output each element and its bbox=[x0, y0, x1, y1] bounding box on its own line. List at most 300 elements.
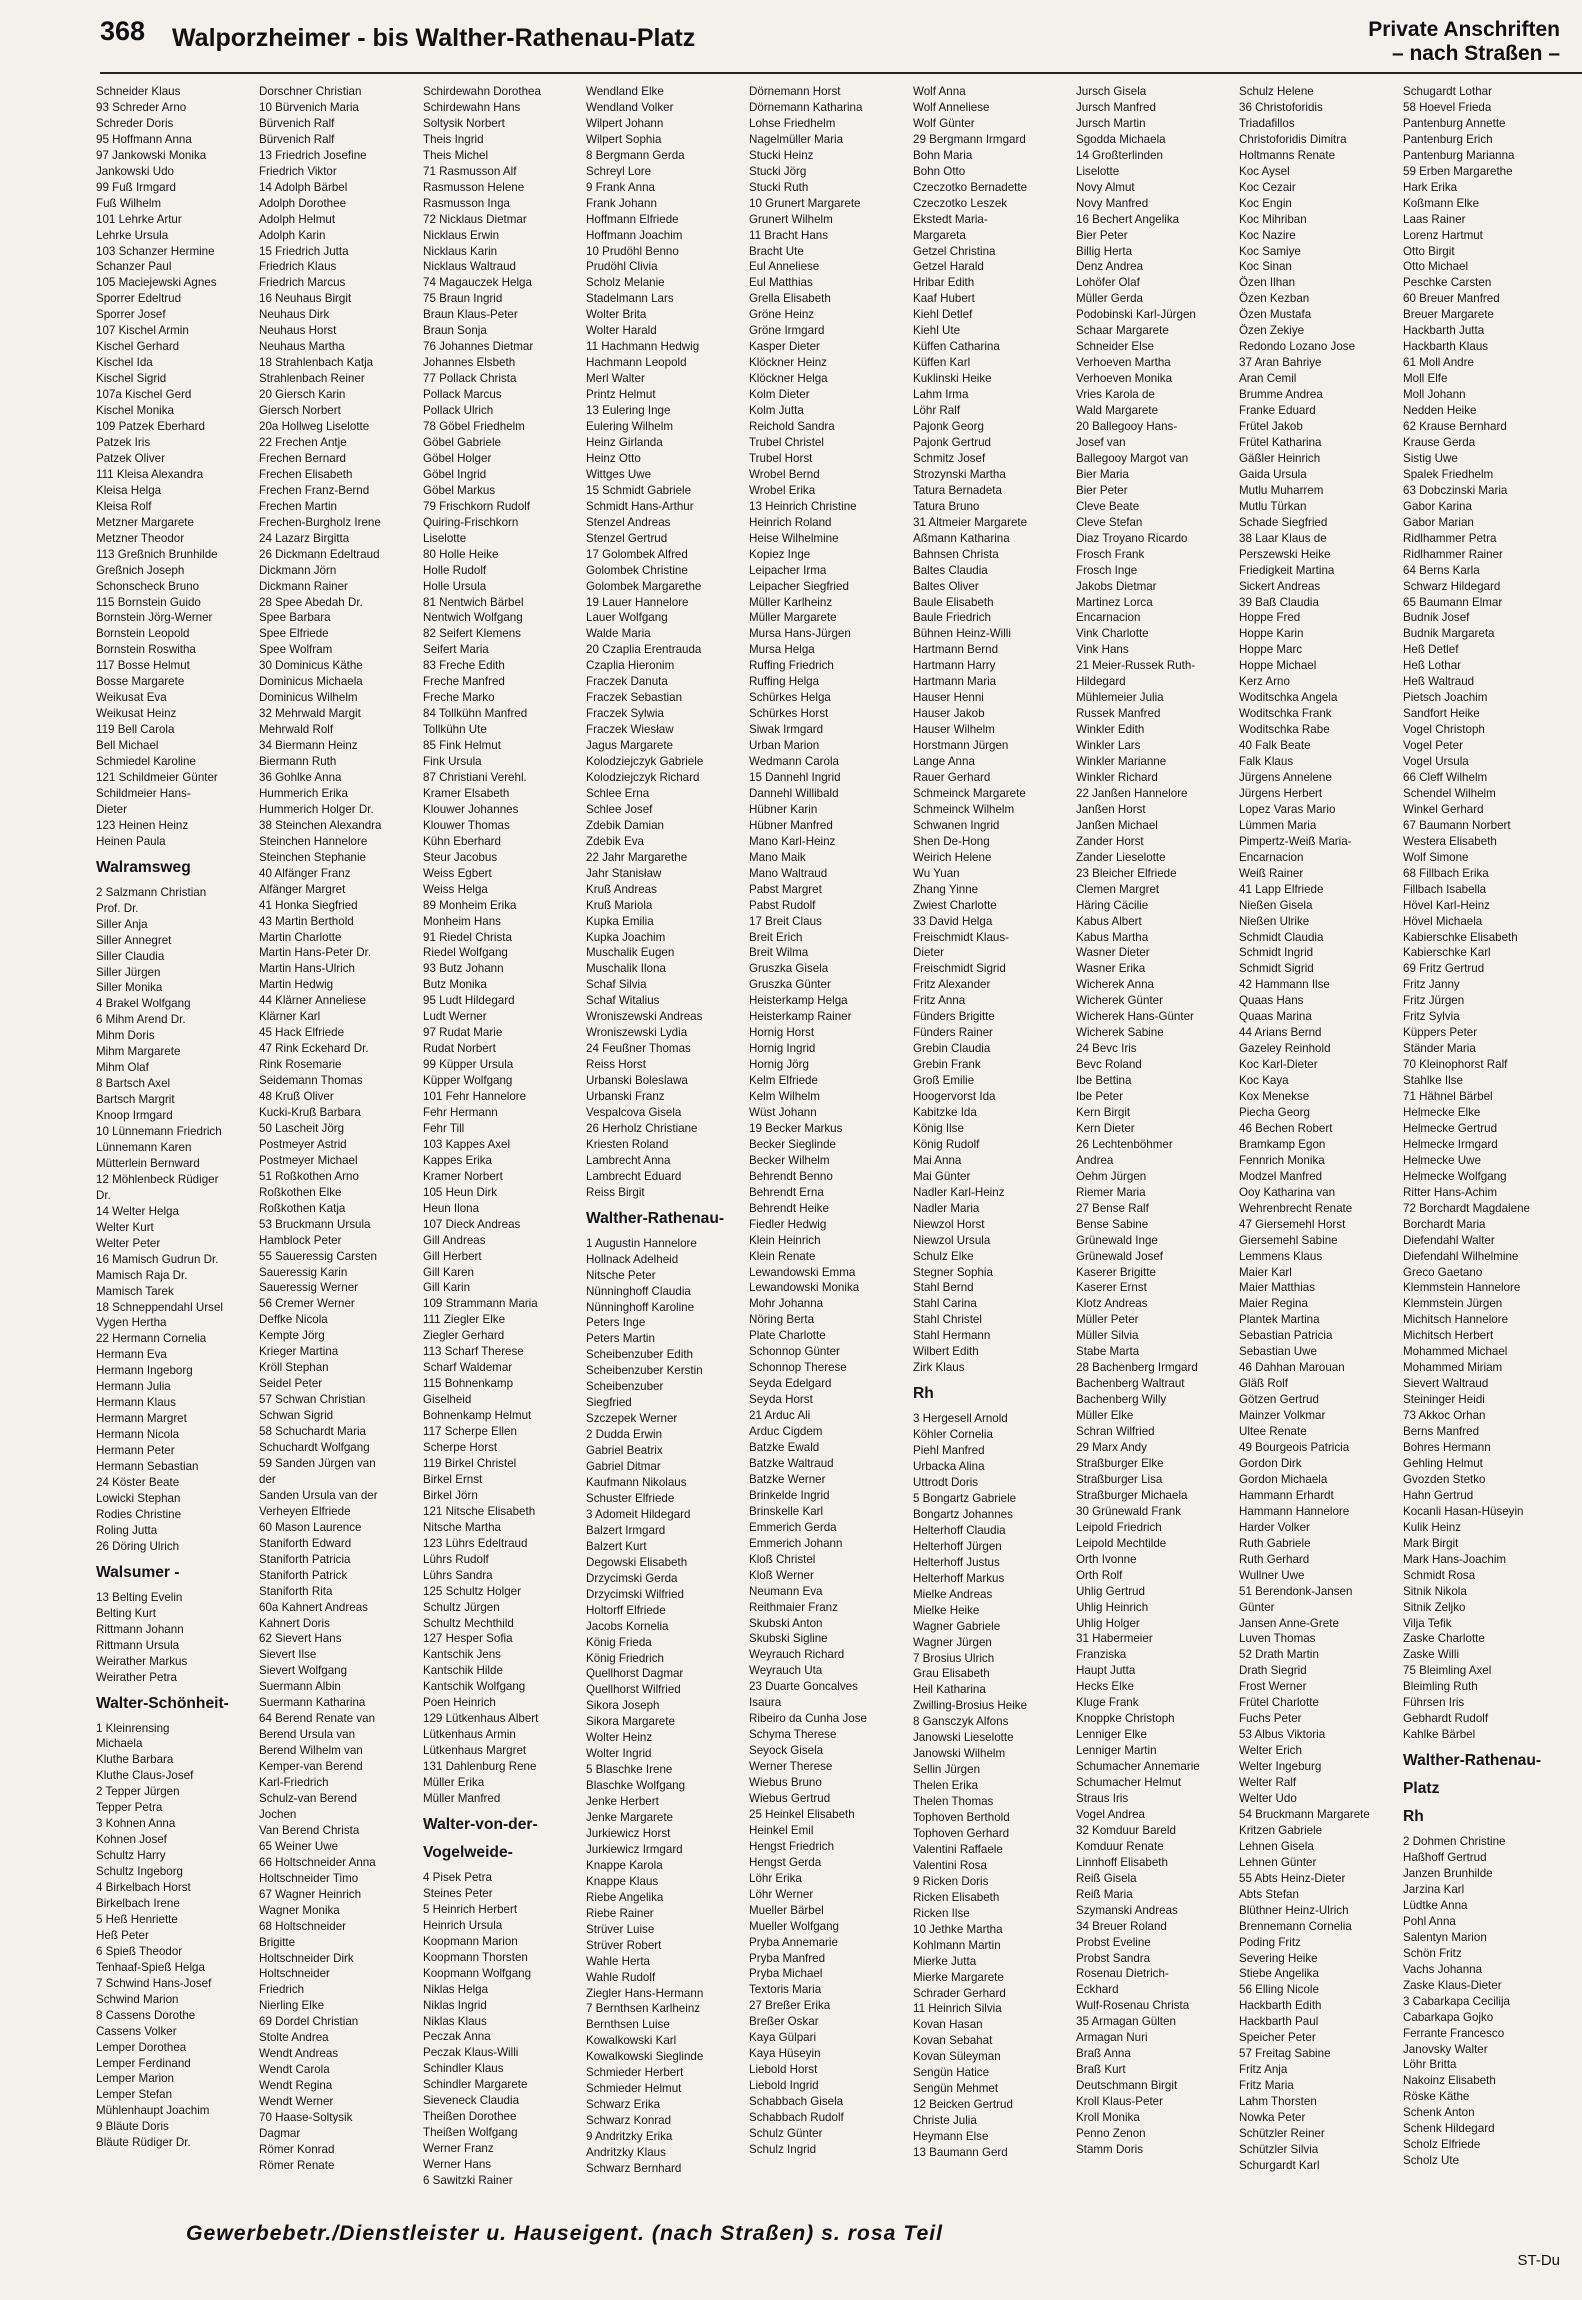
directory-entry: Poen Heinrich bbox=[423, 1696, 496, 1710]
directory-entry: Frechen-Burgholz Irene bbox=[259, 515, 381, 529]
directory-entry: Schmeinck Wilhelm bbox=[913, 802, 1015, 816]
directory-entry: Häring Cäcilie bbox=[1076, 898, 1149, 912]
directory-entry: Kischel Gerhard bbox=[96, 340, 180, 354]
directory-entry: Lopez Varas Mario bbox=[1239, 802, 1336, 816]
directory-entry: Lemper Ferdinand bbox=[96, 2056, 191, 2070]
directory-entry: Emmerich Johann bbox=[749, 1536, 843, 1550]
directory-entry: Ricken Ilse bbox=[913, 1906, 970, 1920]
directory-entry: 82 Seifert Klemens bbox=[423, 627, 521, 641]
directory-entry: Woditschka Frank bbox=[1239, 707, 1332, 721]
directory-entry: Bornstein Jörg-Werner bbox=[96, 611, 213, 625]
directory-entry: 2 Dohmen Christine bbox=[1403, 1835, 1506, 1849]
directory-entry: Valentini Rosa bbox=[913, 1858, 987, 1872]
directory-entry: Wald Margarete bbox=[1076, 404, 1159, 418]
directory-entry: Fraczek Wiesław bbox=[586, 723, 674, 737]
directory-entry: Nadler Maria bbox=[913, 1201, 980, 1215]
directory-entry: Ferrante Francesco bbox=[1403, 2026, 1505, 2040]
directory-entry: Koopmann Wolfgang bbox=[423, 1966, 532, 1980]
directory-entry: Fritz Anja bbox=[1239, 2063, 1288, 2077]
directory-entry: Klöckner Helga bbox=[749, 372, 828, 386]
directory-entry: Schwarz Erika bbox=[586, 2098, 661, 2112]
directory-entry: Otto Michael bbox=[1403, 260, 1469, 274]
directory-entry: Kabitzke Ida bbox=[913, 1106, 977, 1119]
directory-entry: Hübner Manfred bbox=[749, 818, 833, 832]
directory-entry: Sellin Jürgen bbox=[913, 1763, 981, 1777]
directory-entry: Wicherek Günter bbox=[1076, 994, 1163, 1008]
directory-entry: Dannehl Willibald bbox=[749, 786, 839, 800]
directory-entry: Margareta bbox=[913, 228, 966, 242]
directory-entry: Lümmen Maria bbox=[1239, 818, 1317, 832]
directory-entry: Kloß Christel bbox=[749, 1552, 816, 1566]
directory-entry: 70 Kleinophorst Ralf bbox=[1403, 1058, 1508, 1072]
directory-entry: Theis Ingrid bbox=[423, 132, 484, 146]
directory-entry: Aßmann Katharina bbox=[913, 531, 1010, 545]
directory-entry: Orth Rolf bbox=[1076, 1568, 1123, 1582]
directory-entry: 107 Dieck Andreas bbox=[423, 1217, 521, 1231]
directory-entry: Schmiedel Karoline bbox=[96, 755, 196, 769]
directory-entry: Bell Michael bbox=[96, 739, 159, 753]
directory-entry: Birkel Ernst bbox=[423, 1472, 483, 1486]
directory-entry: Jacobs Kornelia bbox=[586, 1619, 669, 1633]
directory-entry: Kolodziejczyk Richard bbox=[586, 770, 700, 784]
directory-entry: Orth Ivonne bbox=[1076, 1552, 1137, 1566]
directory-entry: Weiss Egbert bbox=[423, 866, 492, 880]
directory-entry: Kabierschke Elisabeth bbox=[1403, 930, 1518, 944]
directory-entry: Koßmann Elke bbox=[1403, 196, 1480, 210]
directory-entry: Schmieder Herbert bbox=[586, 2066, 684, 2080]
directory-entry: Budnik Josef bbox=[1403, 611, 1470, 625]
directory-entry: 57 Freitag Sabine bbox=[1239, 2047, 1331, 2061]
street-heading: Walsumer - bbox=[96, 1563, 180, 1581]
directory-entry: Reiß Gisela bbox=[1076, 1871, 1137, 1885]
directory-entry: 50 Lascheit Jörg bbox=[259, 1121, 345, 1135]
directory-entry: Printz Helmut bbox=[586, 388, 656, 402]
directory-entry: Klärner Karl bbox=[259, 1010, 321, 1024]
directory-entry: Fink Ursula bbox=[423, 755, 482, 769]
directory-entry: Weyrauch Uta bbox=[749, 1664, 823, 1678]
directory-entry: 30 Grünewald Frank bbox=[1076, 1504, 1182, 1518]
directory-entry: Hoppe Marc bbox=[1239, 643, 1303, 657]
directory-entry: 5 Bongartz Gabriele bbox=[913, 1491, 1017, 1505]
directory-entry: 55 Abts Heinz-Dieter bbox=[1239, 1871, 1346, 1885]
directory-entry: Helterhoff Justus bbox=[913, 1555, 1000, 1569]
directory-entry: 31 Altmeier Margarete bbox=[913, 515, 1028, 529]
directory-entry: 2 Salzmann Christian bbox=[96, 885, 207, 899]
directory-entry: Martin Hans-Ulrich bbox=[259, 962, 355, 976]
directory-entry: Heß Peter bbox=[96, 1928, 149, 1942]
directory-entry: Lütkenhaus Margret bbox=[423, 1744, 527, 1758]
directory-entry: 103 Schanzer Hermine bbox=[96, 244, 215, 258]
directory-entry: Verheyen Elfriede bbox=[259, 1504, 351, 1518]
directory-entry: Kühn Eberhard bbox=[423, 834, 501, 848]
directory-entry: Wahle Herta bbox=[586, 1954, 651, 1968]
directory-entry: 46 Dahhan Marouan bbox=[1239, 1361, 1345, 1375]
directory-entry: 121 Schildmeier Günter bbox=[96, 770, 218, 784]
directory-entry: Holle Ursula bbox=[423, 579, 487, 593]
directory-entry: Gröne Heinz bbox=[749, 308, 815, 322]
directory-entry: Mehrwald Rolf bbox=[259, 723, 334, 737]
street-heading: Platz bbox=[1403, 1780, 1440, 1798]
directory-entry: Mark Birgit bbox=[1403, 1536, 1459, 1550]
directory-entry: Jenke Margarete bbox=[586, 1811, 673, 1825]
directory-entry: 15 Schmidt Gabriele bbox=[586, 483, 692, 497]
directory-entry: Klemmstein Hannelore bbox=[1403, 1281, 1521, 1295]
directory-entry: Michitsch Hannelore bbox=[1403, 1313, 1509, 1327]
directory-entry: Hornig Jörg bbox=[749, 1058, 809, 1072]
directory-entry: Nedden Heike bbox=[1403, 404, 1477, 418]
directory-entry: Pantenburg Annette bbox=[1403, 116, 1506, 130]
directory-entry: Fuchs Peter bbox=[1239, 1712, 1302, 1726]
directory-entry: 1 Kleinrensing bbox=[96, 1721, 170, 1735]
directory-entry: Linnhoff Elisabeth bbox=[1076, 1855, 1168, 1869]
directory-entry: Dieter bbox=[96, 802, 127, 816]
directory-entry: Mohammed Michael bbox=[1403, 1345, 1508, 1359]
directory-entry: 51 Berendonk-Jansen bbox=[1239, 1584, 1353, 1598]
directory-entry: Kramer Norbert bbox=[423, 1169, 503, 1183]
directory-entry: Fritz Maria bbox=[1239, 2079, 1294, 2093]
directory-entry: 29 Marx Andy bbox=[1076, 1441, 1147, 1455]
directory-entry: Uttrodt Doris bbox=[913, 1476, 979, 1490]
directory-entry: Breit Erich bbox=[749, 930, 803, 944]
directory-entry: Freischmidt Sigrid bbox=[913, 962, 1006, 976]
directory-entry: Wicherek Hans-Günter bbox=[1076, 1010, 1194, 1024]
directory-entry: Klemmstein Jürgen bbox=[1403, 1297, 1503, 1311]
directory-entry: 4 Brakel Wolfgang bbox=[96, 997, 191, 1011]
directory-entry: Schneider Klaus bbox=[96, 85, 181, 98]
directory-entry: Holtschneider bbox=[259, 1967, 330, 1981]
directory-entry: Czeczotko Bernadette bbox=[913, 180, 1028, 194]
directory-entry: 103 Kappes Axel bbox=[423, 1137, 511, 1151]
directory-entry: 62 Sievert Hans bbox=[259, 1632, 342, 1646]
directory-entry: Hengst Friedrich bbox=[749, 1839, 835, 1853]
directory-entry: 70 Haase-Soltysik bbox=[259, 2111, 353, 2125]
directory-entry: 47 Rink Eckehard Dr. bbox=[259, 1042, 369, 1056]
directory-entry: König Frieda bbox=[586, 1635, 652, 1649]
directory-entry: Özen Zekiye bbox=[1239, 324, 1305, 338]
directory-entry: Janßen Horst bbox=[1076, 802, 1146, 816]
directory-entry: Stahl Hermann bbox=[913, 1329, 991, 1343]
directory-entry: Dickmann Jörn bbox=[259, 563, 337, 577]
directory-entry: Hark Erika bbox=[1403, 180, 1458, 194]
directory-entry: Spalek Friedhelm bbox=[1403, 467, 1494, 481]
directory-entry: Eckhard bbox=[1076, 1983, 1119, 1997]
directory-entry: Bier Maria bbox=[1076, 467, 1129, 481]
directory-entry: Kulik Heinz bbox=[1403, 1520, 1461, 1534]
directory-entry: Speicher Peter bbox=[1239, 2031, 1316, 2045]
directory-entry: Lemper Marion bbox=[96, 2072, 174, 2086]
directory-entry: 121 Nitsche Elisabeth bbox=[423, 1504, 536, 1518]
directory-entry: Mierke Margarete bbox=[913, 1970, 1004, 1984]
directory-entry: Schaf Witalius bbox=[586, 994, 660, 1008]
column-2 bbox=[259, 84, 416, 2204]
directory-entry: Gill Karen bbox=[423, 1265, 474, 1279]
directory-entry: Andrea bbox=[1076, 1153, 1114, 1167]
column-8 bbox=[1239, 84, 1396, 2204]
directory-entry: Reichold Sandra bbox=[749, 420, 835, 434]
directory-entry: Holtschneider Timo bbox=[259, 1871, 359, 1885]
directory-entry: 2 Tepper Jürgen bbox=[96, 1785, 180, 1799]
directory-entry: Isaura bbox=[749, 1696, 782, 1710]
directory-entry: 28 Spee Abedah Dr. bbox=[259, 595, 363, 609]
directory-entry: Kleisa Rolf bbox=[96, 499, 152, 513]
directory-entry: Koc Kaya bbox=[1239, 1074, 1289, 1088]
section-label-line1: Private Anschriften bbox=[1368, 18, 1560, 41]
street-heading: Walther-Rathenau- bbox=[1403, 1752, 1542, 1770]
directory-entry: 36 Gohlke Anna bbox=[259, 770, 342, 784]
directory-entry: Mielke Andreas bbox=[913, 1587, 993, 1601]
directory-entry: Schreder Doris bbox=[96, 116, 174, 130]
directory-entry: Müller Elke bbox=[1076, 1409, 1134, 1423]
directory-entry: Helterhoff Claudia bbox=[913, 1523, 1006, 1537]
directory-entry: Schonnop Günter bbox=[749, 1345, 840, 1359]
directory-entry: Michitsch Herbert bbox=[1403, 1329, 1494, 1343]
street-heading: Rh bbox=[1403, 1808, 1424, 1826]
directory-entry: Hammann Hannelore bbox=[1239, 1504, 1350, 1518]
directory-entry: Blüthner Heinz-Ulrich bbox=[1239, 1903, 1349, 1917]
directory-entry: Probst Sandra bbox=[1076, 1951, 1151, 1965]
directory-entry: Heisterkamp Rainer bbox=[749, 1010, 852, 1024]
directory-entry: Walde Maria bbox=[586, 627, 651, 641]
directory-entry: Nadler Karl-Heinz bbox=[913, 1185, 1005, 1199]
directory-entry: Urbanski Boleslawa bbox=[586, 1074, 688, 1088]
directory-entry: Trubel Horst bbox=[749, 451, 813, 465]
directory-entry: Özen Ilhan bbox=[1239, 276, 1296, 290]
directory-entry: Riemer Maria bbox=[1076, 1185, 1146, 1199]
directory-entry: Wicherek Anna bbox=[1076, 978, 1154, 992]
directory-entry: Göbel Markus bbox=[423, 483, 496, 497]
directory-entry: 44 Klärner Anneliese bbox=[259, 994, 366, 1008]
directory-entry: Degowski Elisabeth bbox=[586, 1555, 688, 1569]
directory-entry: Kohlmann Martin bbox=[913, 1938, 1001, 1952]
directory-entry: Kempte Jörg bbox=[259, 1329, 325, 1343]
directory-entry: 64 Berend Renate van bbox=[259, 1712, 376, 1726]
directory-entry: Koc Aysel bbox=[1239, 164, 1290, 178]
directory-entry: Steinchen Stephanie bbox=[259, 850, 367, 864]
directory-entry: Balzert Kurt bbox=[586, 1539, 647, 1553]
directory-entry: Gruszka Gisela bbox=[749, 962, 829, 976]
directory-entry: Balzert Irmgard bbox=[586, 1523, 666, 1537]
directory-entry: Niklas Helga bbox=[423, 1982, 489, 1996]
directory-entry: Schultz Ingeborg bbox=[96, 1865, 184, 1879]
column-7 bbox=[1076, 84, 1233, 2204]
directory-entry: 14 Welter Helga bbox=[96, 1204, 179, 1218]
directory-entry: Quellhorst Dagmar bbox=[586, 1667, 684, 1681]
directory-entry: Grebin Claudia bbox=[913, 1042, 991, 1056]
directory-entry: Lehnen Gisela bbox=[1239, 1839, 1314, 1853]
directory-entry: Seyda Horst bbox=[749, 1393, 813, 1407]
directory-entry: Werner Franz bbox=[423, 2142, 494, 2156]
directory-entry: 93 Schreder Arno bbox=[96, 100, 187, 114]
directory-entry: Horstmann Jürgen bbox=[913, 739, 1009, 753]
directory-entry: Behrendt Heike bbox=[749, 1201, 829, 1215]
directory-entry: Friedrich Marcus bbox=[259, 276, 346, 290]
directory-entry: Schulz Helene bbox=[1239, 85, 1314, 98]
directory-entry: Roßkothen Katja bbox=[259, 1201, 346, 1215]
directory-entry: Schurgardt Karl bbox=[1239, 2158, 1320, 2172]
directory-entry: Brinkelde Ingrid bbox=[749, 1488, 830, 1502]
directory-entry: Falk Klaus bbox=[1239, 755, 1294, 769]
directory-entry: Emmerich Gerda bbox=[749, 1520, 837, 1534]
directory-entry: Kantschik Hilde bbox=[423, 1664, 503, 1678]
directory-entry: Hackbarth Klaus bbox=[1403, 340, 1489, 354]
directory-entry: Wicherek Sabine bbox=[1076, 1026, 1164, 1040]
directory-entry: Monheim Hans bbox=[423, 914, 501, 928]
directory-entry: Kruß Mariola bbox=[586, 898, 653, 912]
directory-entry: 55 Saueressig Carsten bbox=[259, 1249, 377, 1263]
directory-entry: Ludt Werner bbox=[423, 1010, 487, 1024]
directory-entry: Diefendahl Walter bbox=[1403, 1233, 1495, 1247]
directory-entry: 5 Blaschke Irene bbox=[586, 1763, 673, 1777]
directory-entry: Kovan Süleyman bbox=[913, 2050, 1001, 2064]
directory-entry: Kabus Martha bbox=[1076, 930, 1149, 944]
directory-entry: Muschalik Ilona bbox=[586, 962, 666, 976]
directory-entry: 1 Augustin Hannelore bbox=[586, 1236, 697, 1250]
directory-entry: Schonscheck Bruno bbox=[96, 579, 200, 593]
directory-entry: Mühlemeier Julia bbox=[1076, 691, 1164, 705]
directory-entry: Dr. bbox=[96, 1188, 111, 1202]
directory-entry: Ziegler Gerhard bbox=[423, 1329, 505, 1343]
directory-entry: 20a Hollweg Liselotte bbox=[259, 420, 370, 434]
directory-entry: 105 Heun Dirk bbox=[423, 1185, 498, 1199]
directory-entry: Sebastian Uwe bbox=[1239, 1345, 1317, 1359]
directory-entry: Nöring Berta bbox=[749, 1313, 815, 1327]
directory-entry: Jursch Gisela bbox=[1076, 85, 1147, 98]
directory-entry: Brumme Andrea bbox=[1239, 388, 1323, 402]
directory-entry: Winkel Gerhard bbox=[1403, 802, 1484, 816]
directory-entry: Piehl Manfred bbox=[913, 1444, 985, 1458]
directory-entry: Bartsch Margrit bbox=[96, 1093, 175, 1107]
directory-entry: 31 Habermeier bbox=[1076, 1632, 1153, 1646]
directory-entry: Hartmann Maria bbox=[913, 675, 997, 689]
directory-entry: Günter bbox=[1239, 1600, 1275, 1614]
directory-entry: 59 Sanden Jürgen van bbox=[259, 1456, 376, 1470]
directory-entry: Dörnemann Katharina bbox=[749, 100, 863, 114]
directory-entry: Billig Herta bbox=[1076, 244, 1133, 258]
directory-entry: Sengün Mehmet bbox=[913, 2082, 999, 2096]
directory-entry: Bornstein Roswitha bbox=[96, 643, 196, 657]
directory-entry: Gläß Rolf bbox=[1239, 1377, 1288, 1391]
directory-entry: Straßburger Michaela bbox=[1076, 1488, 1188, 1502]
directory-entry: Diaz Troyano Ricardo bbox=[1076, 531, 1188, 545]
directory-entry: Wilbert Edith bbox=[913, 1345, 979, 1359]
directory-entry: 65 Baumann Elmar bbox=[1403, 595, 1503, 609]
directory-entry: Reiß Maria bbox=[1076, 1887, 1133, 1901]
directory-entry: Fritz Jürgen bbox=[1403, 994, 1465, 1008]
directory-entry: Göbel Gabriele bbox=[423, 435, 501, 449]
street-heading: Walter-von-der- bbox=[423, 1815, 538, 1833]
directory-entry: 4 Pisek Petra bbox=[423, 1870, 492, 1884]
directory-entry: Schürkes Helga bbox=[749, 691, 831, 705]
directory-entry: Frütel Katharina bbox=[1239, 435, 1322, 449]
directory-entry: Helmecke Uwe bbox=[1403, 1153, 1481, 1167]
directory-entry: 95 Ludt Hildegard bbox=[423, 994, 515, 1008]
directory-entry: 17 Golombek Alfred bbox=[586, 547, 688, 561]
directory-entry: Wulf-Rosenau Christa bbox=[1076, 1999, 1190, 2013]
directory-entry: Adolph Helmut bbox=[259, 212, 336, 226]
directory-entry: Leipold Friedrich bbox=[1076, 1520, 1162, 1534]
directory-entry: 58 Hoevel Frieda bbox=[1403, 100, 1492, 114]
directory-entry: 8 Bergmann Gerda bbox=[586, 148, 685, 162]
directory-entry: Schindler Klaus bbox=[423, 2062, 504, 2076]
directory-entry: Schuchardt Wolfgang bbox=[259, 1441, 370, 1455]
directory-entry: Steur Jacobus bbox=[423, 850, 498, 864]
directory-entry: Kolm Dieter bbox=[749, 388, 810, 402]
directory-entry: Ekstedt Maria- bbox=[913, 212, 988, 226]
directory-entry: Fünders Rainer bbox=[913, 1026, 993, 1040]
directory-entry: Leipacher Siegfried bbox=[749, 579, 849, 593]
directory-entry: Podobinski Karl-Jürgen bbox=[1076, 308, 1196, 322]
directory-entry: Zdebik Damian bbox=[586, 818, 664, 832]
directory-entry: Maier Matthias bbox=[1239, 1281, 1316, 1295]
directory-entry: Heß Detlef bbox=[1403, 643, 1459, 657]
directory-entry: Scharf Waldemar bbox=[423, 1361, 513, 1375]
directory-entry: 20 Giersch Karin bbox=[259, 388, 346, 402]
directory-entry: Vogel Ursula bbox=[1403, 755, 1469, 769]
directory-entry: Jurkiewicz Horst bbox=[586, 1826, 671, 1840]
directory-entry: Adolph Karin bbox=[259, 228, 326, 242]
directory-entry: Gordon Dirk bbox=[1239, 1456, 1302, 1470]
directory-entry: Plantek Martina bbox=[1239, 1313, 1320, 1327]
directory-entry: Czaplia Hieronim bbox=[586, 659, 675, 673]
directory-entry: Janzen Brunhilde bbox=[1403, 1867, 1493, 1881]
directory-entry: Mai Günter bbox=[913, 1169, 971, 1183]
directory-entry: Lemper Stefan bbox=[96, 2088, 173, 2102]
directory-entry: Göbel Holger bbox=[423, 451, 492, 465]
directory-entry: Fehr Till bbox=[423, 1121, 465, 1135]
directory-entry: 6 Sawitzki Rainer bbox=[423, 2174, 513, 2188]
directory-entry: 20 Ballegooy Hans- bbox=[1076, 420, 1178, 434]
directory-entry: Ibe Peter bbox=[1076, 1090, 1124, 1104]
directory-entry: Fritz Anna bbox=[913, 994, 966, 1008]
directory-entry: Probst Eveline bbox=[1076, 1935, 1151, 1949]
directory-entry: Trubel Christel bbox=[749, 435, 824, 449]
directory-entry: Schindler Margarete bbox=[423, 2078, 528, 2092]
directory-entry: Breuer Margarete bbox=[1403, 308, 1494, 322]
directory-entry: 24 Bevc Iris bbox=[1076, 1042, 1137, 1056]
directory-entry: Bohnenkamp Helmut bbox=[423, 1409, 532, 1423]
directory-entry: Budnik Margareta bbox=[1403, 627, 1495, 641]
directory-entry: Bernthsen Luise bbox=[586, 2018, 670, 2032]
directory-entry: Gazeley Reinhold bbox=[1239, 1042, 1331, 1056]
directory-entry: Lowicki Stephan bbox=[96, 1491, 181, 1505]
directory-entry: Schirdewahn Dorothea bbox=[423, 85, 541, 98]
directory-entry: Zirk Klaus bbox=[913, 1361, 965, 1375]
directory-entry: Breit Wilma bbox=[749, 946, 809, 960]
directory-entry: Rudat Norbert bbox=[423, 1042, 496, 1056]
directory-entry: Grünewald Josef bbox=[1076, 1249, 1163, 1263]
directory-entry: Schildmeier Hans- bbox=[96, 786, 191, 800]
directory-entry: Westera Elisabeth bbox=[1403, 834, 1497, 848]
directory-entry: Hauser Jakob bbox=[913, 707, 985, 721]
directory-entry: Lauer Wolfgang bbox=[586, 611, 668, 625]
directory-entry: Löhr Erika bbox=[749, 1871, 802, 1885]
directory-entry: Zdebik Eva bbox=[586, 834, 644, 848]
directory-entry: Hollnack Adelheid bbox=[586, 1252, 679, 1266]
directory-entry: Spee Wolfram bbox=[259, 643, 333, 657]
directory-entry: Wolter Ingrid bbox=[586, 1747, 652, 1761]
directory-entry: Seifert Maria bbox=[423, 643, 489, 657]
directory-entry: Sieveneck Claudia bbox=[423, 2094, 520, 2108]
directory-entry: Vygen Hertha bbox=[96, 1316, 167, 1330]
directory-entry: Roßkothen Elke bbox=[259, 1185, 342, 1199]
directory-entry: 26 Herholz Christiane bbox=[586, 1121, 698, 1135]
directory-entry: Bühnen Heinz-Willi bbox=[913, 627, 1011, 641]
directory-entry: Schulz Elke bbox=[913, 1249, 974, 1263]
directory-entry: 24 Köster Beate bbox=[96, 1476, 180, 1490]
directory-entry: 10 Jethke Martha bbox=[913, 1922, 1003, 1936]
directory-entry: Neuhaus Horst bbox=[259, 324, 337, 338]
directory-entry: Göbel Ingrid bbox=[423, 467, 487, 481]
